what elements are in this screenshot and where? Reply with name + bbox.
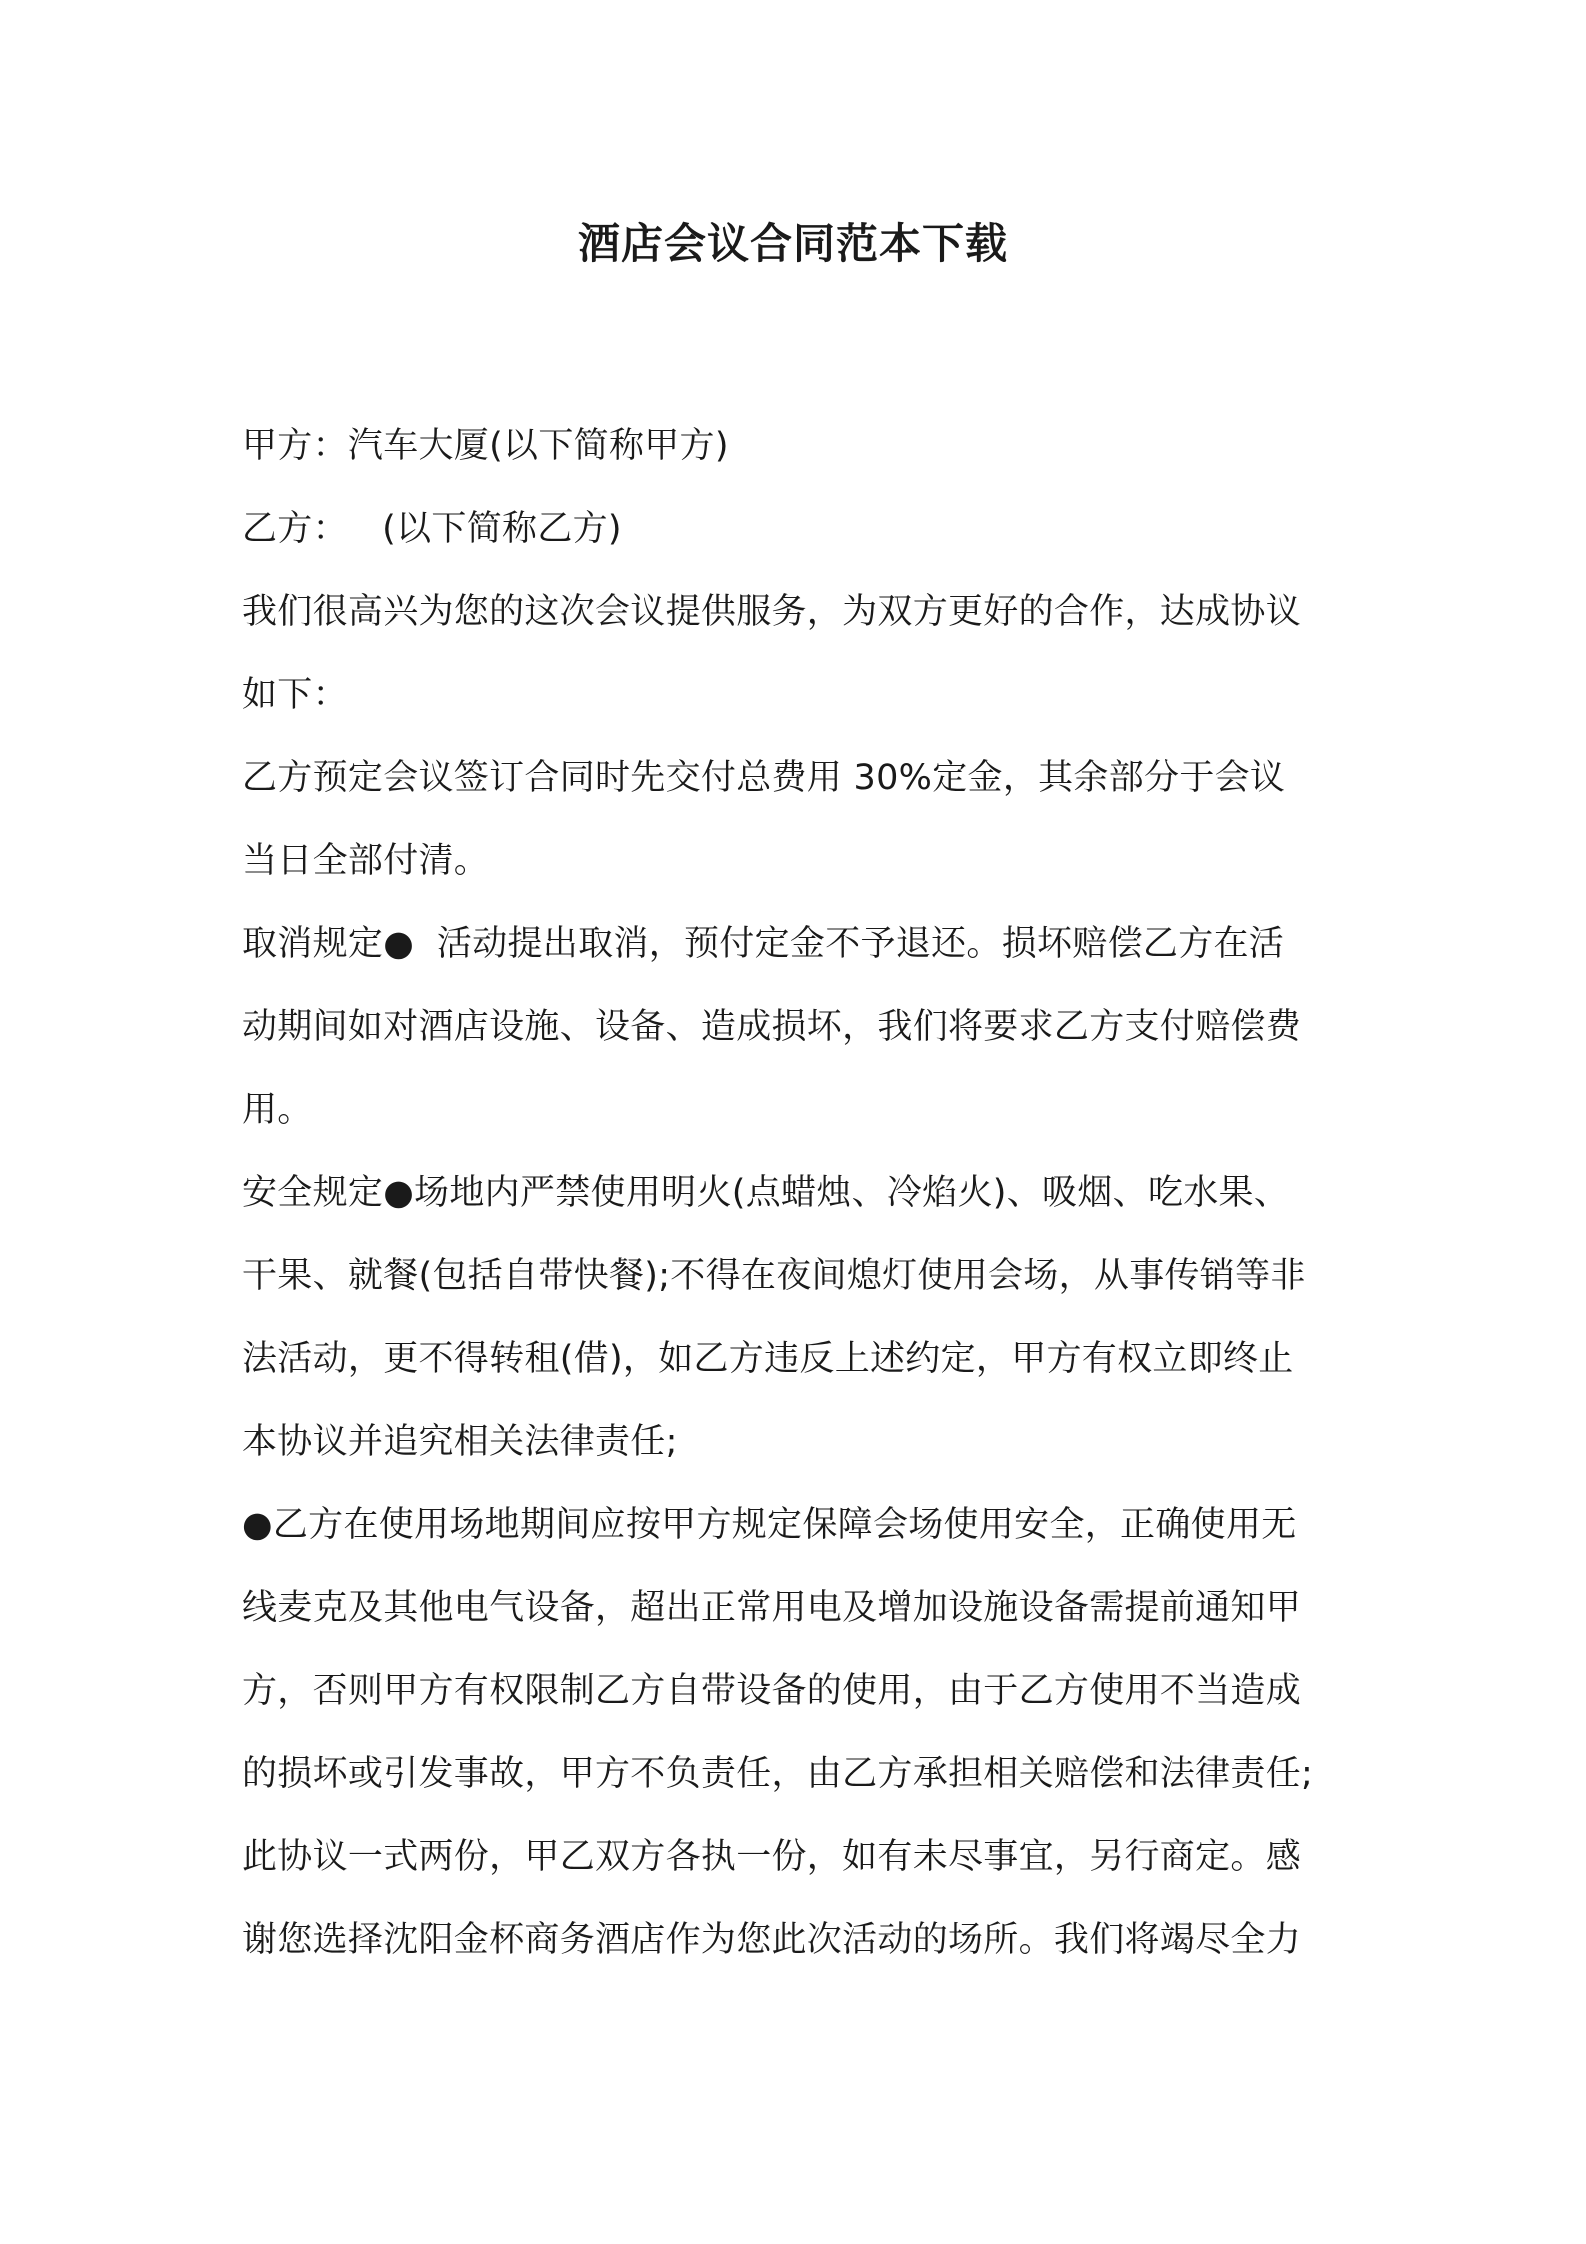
text-line: 当日全部付清。 (242, 841, 490, 881)
text-line: 此协议一式两份，甲乙双方各执一份，如有未尽事宜，另行商定。感 (242, 1837, 1302, 1877)
text-line: 安全规定●场地内严禁使用明火(点蜡烛、冷焰火)、吸烟、吃水果、 (242, 1173, 1290, 1213)
text-line: 本协议并追究相关法律责任; (242, 1422, 678, 1462)
text-line: 谢您选择沈阳金杯商务酒店作为您此次活动的场所。我们将竭尽全力 (242, 1920, 1302, 1960)
text-line: 我们很高兴为您的这次会议提供服务，为双方更好的合作，达成协议 (242, 592, 1302, 632)
text-line: ●乙方在使用场地期间应按甲方规定保障会场使用安全，正确使用无 (242, 1505, 1297, 1545)
line-party-b: 乙方： (以下简称乙方) (242, 509, 622, 549)
document-body (242, 405, 1354, 1982)
text-line: 动期间如对酒店设施、设备、造成损坏，我们将要求乙方支付赔偿费 (242, 1007, 1302, 1047)
line-party-a: 甲方：汽车大厦(以下简称甲方) (242, 426, 729, 466)
text-line: 用。 (242, 1090, 313, 1130)
text-line: 法活动，更不得转租(借)，如乙方违反上述约定，甲方有权立即终止 (242, 1339, 1294, 1379)
document-title: 酒店会议合同范本下载 (577, 219, 1008, 268)
text-line: 线麦克及其他电气设备，超出正常用电及增加设施设备需提前通知甲 (242, 1588, 1302, 1628)
text-line: 乙方预定会议签订合同时先交付总费用 30%定金，其余部分于会议 (242, 758, 1286, 798)
text-line: 如下： (242, 675, 348, 715)
text-line: 的损坏或引发事故，甲方不负责任，由乙方承担相关赔偿和法律责任; (242, 1754, 1314, 1794)
text-line: 干果、就餐(包括自带快餐);不得在夜间熄灯使用会场，从事传销等非 (242, 1256, 1306, 1296)
text-line: 取消规定● 活动提出取消，预付定金不予退还。损坏赔偿乙方在活 (242, 924, 1285, 964)
text-line: 方，否则甲方有权限制乙方自带设备的使用，由于乙方使用不当造成 (242, 1671, 1302, 1711)
